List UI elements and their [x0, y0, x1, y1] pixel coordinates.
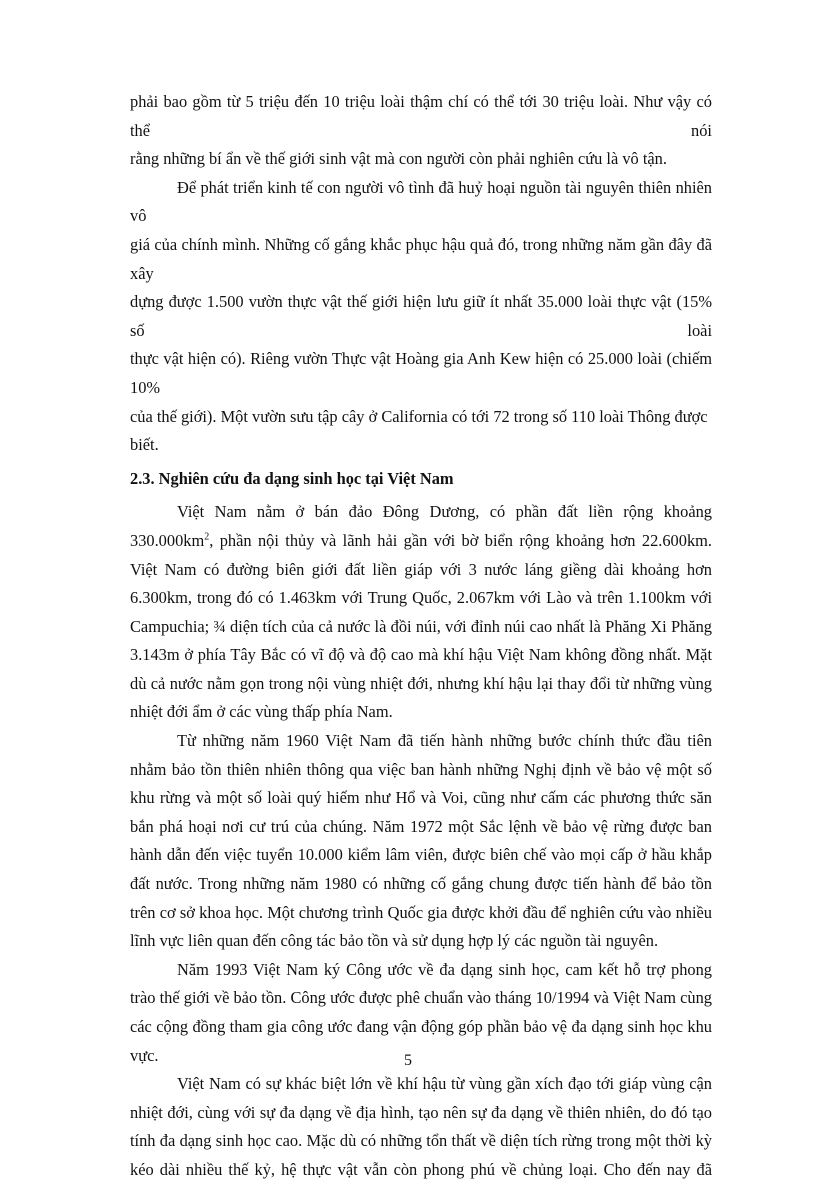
text-line: dựng được 1.500 vườn thực vật thế giới hiện lưu giữ ít nhất 35.000 loài thực vật (15% số loài: [130, 292, 712, 340]
text-line: trên cơ sở khoa học. Một chương trình Quốc gia được khởi đầu để nghiên cứu vào nhiều: [130, 902, 712, 922]
text-line: lĩnh vực liên quan đến công tác bảo tồn và sử dụng hợp lý các nguồn tài nguyên.: [130, 931, 659, 951]
text-line: Việt Nam có sự khác biệt lớn về khí hậu từ vùng gần xích đạo tới giáp vùng cận: [177, 1074, 712, 1094]
page-body: [130, 88, 712, 1185]
paragraph-3: [130, 498, 712, 727]
text-line: dù cả nước nằm gọn trong nội vùng nhiệt đới, nhưng khí hậu lại thay đổi từ những vùng: [130, 673, 712, 693]
paragraph-2: [130, 174, 712, 460]
superscript-two: 2: [204, 531, 210, 543]
text-line: Để phát triển kinh tế con người vô tình đã huỷ hoại nguồn tài nguyên thiên nhiên vô: [130, 177, 712, 226]
text-line: nhiệt đới ẩm ở các vùng thấp phía Nam.: [130, 702, 393, 722]
text-line: kéo dài nhiều thế kỷ, hệ thực vật vẫn còn phong phú về chủng loại. Cho đến nay đã: [130, 1159, 712, 1179]
section-heading: 2.3. Nghiên cứu đa dạng sinh học tại Việt Nam: [130, 468, 454, 488]
text-line: trào thế giới về bảo tồn. Công ước được phê chuẩn vào tháng 10/1994 và Việt Nam cùng: [130, 988, 712, 1008]
area-value: 330.000km: [130, 530, 205, 550]
text-line: đất nước. Trong những năm 1980 có những cố gắng chung được tiến hành để bảo tồn: [130, 874, 712, 894]
text-line: nhiệt đới, cùng với sự đa dạng về địa hình, tạo nên sự đa dạng về thiên nhiên, do đó tạo: [130, 1102, 712, 1122]
paragraph-4: [130, 727, 712, 956]
text-line: bắn phá hoại nơi cư trú của chúng. Năm 1972 một Sắc lệnh về bảo vệ rừng được ban: [130, 816, 712, 836]
text-line: hành dẫn đến việc tuyển 10.000 kiểm lâm viên, được biên chế vào mọi cấp ở hầu khắp: [130, 845, 712, 865]
text-line: rằng những bí ẩn về thế giới sinh vật mà con người còn phải nghiên cứu là vô tận.: [130, 149, 667, 169]
text-line: phải bao gồm từ 5 triệu đến 10 triệu loài thậm chí có thể tới 30 triệu loài. Như vậy có thể nói: [130, 92, 712, 140]
paragraph-6: [130, 1070, 712, 1184]
text-line: 6.300km, trong đó có 1.463km với Trung Quốc, 2.067km với Lào và trên 1.100km với: [130, 588, 712, 608]
text-line: nhằm bảo tồn thiên nhiên thông qua việc ban hành những Nghị định về bảo vệ một số: [130, 759, 712, 779]
text-line: thực vật hiện có). Riêng vườn Thực vật Hoàng gia Anh Kew hiện có 25.000 loài (chiếm 10%: [130, 349, 712, 397]
text-line: Việt Nam có đường biên giới đất liền giáp với 3 nước láng giềng dài khoảng hơn: [130, 559, 712, 579]
paragraph-1: [130, 88, 712, 174]
text-segment: , phần nội thủy và lãnh hải gần với bờ biển rộng khoảng hơn 22.600km.: [209, 530, 712, 550]
text-line: của thế giới). Một vườn sưu tập cây ở California có tới 72 trong số 110 loài Thông được biết.: [130, 406, 708, 455]
text-line: khu rừng và một số loài quý hiếm như Hổ và Voi, cũng như cấm các phương thức săn: [130, 788, 712, 808]
text-line: Việt Nam nằm ở bán đảo Đông Dương, có phần đất liền rộng khoảng: [177, 502, 712, 522]
text-line: vực.: [130, 1045, 159, 1065]
text-line: Campuchia; ¾ diện tích của cả nước là đồi núi, với đỉnh núi cao nhất là Phăng Xi Phăng: [130, 616, 712, 636]
text-line: Năm 1993 Việt Nam ký Công ước về đa dạng sinh học, cam kết hỗ trợ phong: [177, 959, 712, 979]
text-line-with-superscript: [130, 527, 712, 556]
page-number: 5: [404, 1052, 412, 1069]
text-line: các cộng đồng tham gia công ước đang vận động góp phần bảo vệ đa dạng sinh học khu: [130, 1017, 712, 1036]
text-line: tính đa dạng sinh học cao. Mặc dù có những tổn thất về diện tích rừng trong một thời kỳ: [130, 1131, 712, 1151]
text-line: giá của chính mình. Những cố gắng khắc phục hậu quả đó, trong những năm gần đây đã xây: [130, 234, 712, 283]
text-line: Từ những năm 1960 Việt Nam đã tiến hành những bước chính thức đầu tiên: [177, 731, 712, 751]
text-line: 3.143m ở phía Tây Bắc có vĩ độ và độ cao mà khí hậu Việt Nam không đồng nhất. Mặt: [130, 645, 712, 665]
